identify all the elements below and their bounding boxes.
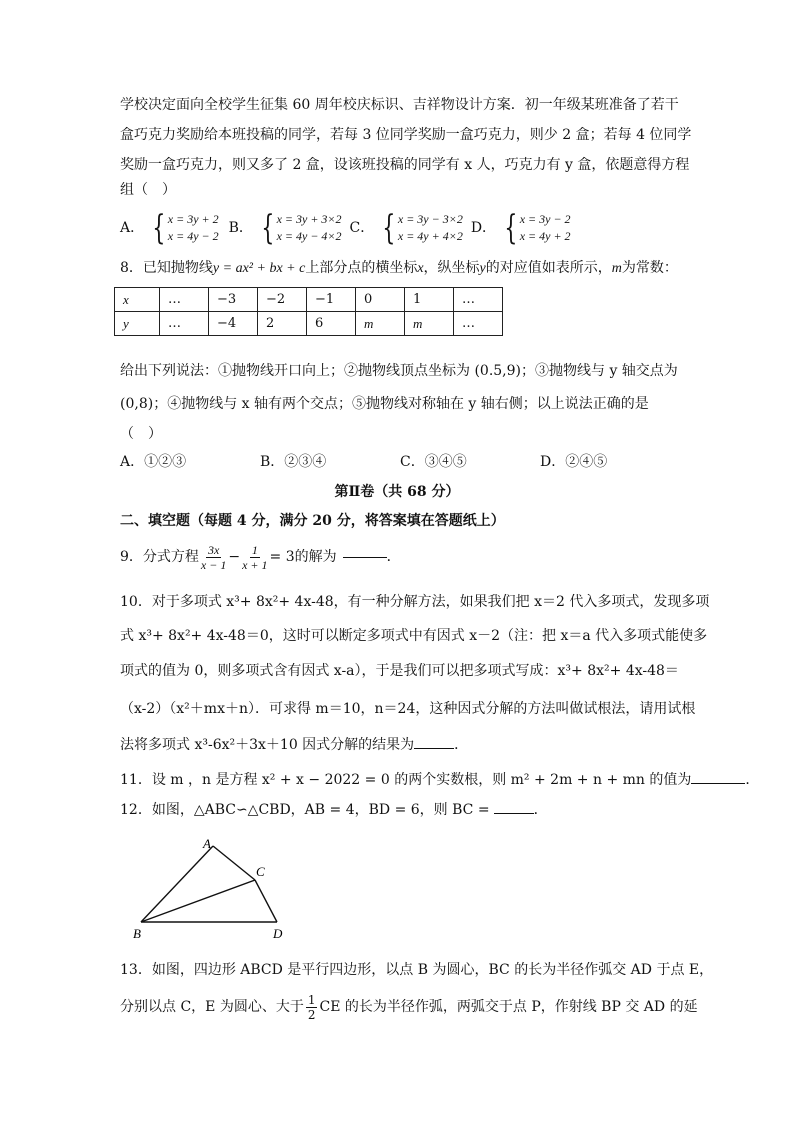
q7-line-2: 盒巧克力奖励给本班投稿的同学，若每 3 位同学奖励一盒巧克力，则少 2 盒；若每 4 位同学 xyxy=(120,127,692,143)
q9: 9．分式方程 $\frac{3x}{x - 1}$ − $\frac{1}{x + 1}$ = 3的解为 ． xyxy=(120,542,401,572)
q10-line-1: 10．对于多项式 x³+ 8x²+ 4x-48，有一种分解方法，如果我们把 x＝2 代入多项式，发现多项 xyxy=(120,594,710,610)
q10-line-4: （x-2）（x²＋mx＋n）．可求得 m＝10，n＝24，这种因式分解的方法叫做试根法，请用试根 xyxy=(120,701,696,717)
q13-line-1: 13．如图，四边形 ABCD 是平行四边形，以点 B 为圆心，BC 的长为半径作弧交 AD 于点 E， xyxy=(120,962,714,978)
q8-option-a[interactable]: A．①②③ xyxy=(120,454,187,470)
q7-line-3: 奖励一盒巧克力，则又多了 2 盒，设该班投稿的同学有 x 人，巧克力有 y 盒，依题意得方程 xyxy=(120,157,690,173)
segment-cd xyxy=(255,880,277,922)
fraction: $\frac{1}{2}$ xyxy=(307,992,316,1022)
table-cell: m xyxy=(405,312,454,336)
table-cell: y xyxy=(115,312,160,336)
q7-option-c[interactable]: C． { x = 3y − 3×2 x = 4y + 4×2 xyxy=(349,208,463,248)
q11: 11．设 m ，n 是方程 x² + x − 2022 = 0 的两个实数根，则 m² + 2m + n + mn 的值为 ． xyxy=(120,772,760,788)
q8-options xyxy=(120,452,680,472)
table-cell: 1 xyxy=(405,288,454,312)
equation-system: { x = 3y + 2 x = 4y − 2 xyxy=(152,208,219,248)
answer-blank[interactable] xyxy=(343,557,387,558)
segment-ab xyxy=(141,846,213,922)
point-label-c: C xyxy=(256,864,265,879)
point-label-b: B xyxy=(133,926,141,941)
q10-line-5: 法将多项式 x³-6x²＋3x＋10 因式分解的结果为 ． xyxy=(120,737,469,753)
point-label-a: A xyxy=(203,836,211,851)
answer-blank[interactable] xyxy=(691,783,745,784)
table-cell: −2 xyxy=(258,288,307,312)
segment-bc xyxy=(141,880,255,922)
q7-options xyxy=(120,208,575,248)
section-heading: 二、填空题（每题 4 分，满分 20 分，将答案填在答题纸上） xyxy=(120,513,505,529)
q8-stem: 8．已知抛物线y = ax² + bx + c上部分点的横坐标x，纵坐标y的对应值如表所示，m为常数： xyxy=(120,260,678,276)
q7-line-4: 组（ ） xyxy=(120,182,176,198)
equation-system: { x = 3y + 3×2 x = 4y − 4×2 xyxy=(261,208,342,248)
fraction: $\frac{1}{x + 1}$ xyxy=(242,542,268,572)
table-cell: 2 xyxy=(258,312,307,336)
table-cell: … xyxy=(160,312,209,336)
q8-option-b[interactable]: B．②③④ xyxy=(260,454,327,470)
equation-system: { x = 3y − 2 x = 4y + 2 xyxy=(504,208,571,248)
table-cell: 6 xyxy=(307,312,356,336)
q8-value-table xyxy=(114,287,503,336)
table-cell: 0 xyxy=(356,288,405,312)
triangle-figure xyxy=(125,830,295,945)
table-cell: −1 xyxy=(307,288,356,312)
q10-line-2: 式 x³+ 8x²+ 4x-48＝0，这时可以断定多项式中有因式 x－2（注：把 x＝a 代入多项式能使多 xyxy=(120,628,708,644)
q8-statements-3: （ ） xyxy=(120,426,162,442)
table-cell: … xyxy=(160,288,209,312)
fraction: $\frac{3x}{x - 1}$ xyxy=(200,542,227,572)
equation-system: { x = 3y − 3×2 x = 4y + 4×2 xyxy=(382,208,463,248)
q13-line-2: 分别以点 C，E 为圆心、大于 $\frac{1}{2}$ CE 的长为半径作弧，两弧交于点 P，作射线 BP 交 AD 的延 xyxy=(120,992,698,1022)
answer-blank[interactable] xyxy=(494,813,534,814)
q8-statements-2: (0,8)；④抛物线与 x 轴有两个交点；⑤抛物线对称轴在 y 轴右侧；以上说法正确的是 xyxy=(120,396,649,412)
table-cell: … xyxy=(454,312,503,336)
segment-ac xyxy=(213,846,255,880)
q8-option-d[interactable]: D．②④⑤ xyxy=(540,454,608,470)
point-label-d: D xyxy=(273,926,283,941)
q7-line-1: 学校决定面向全校学生征集 60 周年校庆标识、吉祥物设计方案．初一年级某班准备了若干 xyxy=(120,97,679,113)
table-cell: m xyxy=(356,312,405,336)
answer-blank[interactable] xyxy=(414,748,454,749)
table-cell: −3 xyxy=(209,288,258,312)
table-row xyxy=(115,312,503,336)
table-cell: … xyxy=(454,288,503,312)
q8-statements-1: 给出下列说法：①抛物线开口向上；②抛物线顶点坐标为 (0.5,9)；③抛物线与 y 轴交点为 xyxy=(120,363,678,379)
q7-option-b[interactable]: B． { x = 3y + 3×2 x = 4y − 4×2 xyxy=(228,208,342,248)
table-cell: x xyxy=(115,288,160,312)
table-row xyxy=(115,288,503,312)
q8-option-c[interactable]: C．③④⑤ xyxy=(400,454,467,470)
q7-option-a[interactable]: A． { x = 3y + 2 x = 4y − 2 xyxy=(120,208,219,248)
q12: 12．如图，△ABC∽△CBD，AB = 4，BD = 6，则 BC = ． xyxy=(120,802,548,818)
section-title: 第Ⅱ卷（共 68 分） xyxy=(334,484,460,500)
q10-line-3: 项式的值为 0，则多项式含有因式 x-a），于是我们可以把多项式写成：x³+ 8x²+ 4x-48＝ xyxy=(120,663,679,679)
table-cell: −4 xyxy=(209,312,258,336)
q7-option-d[interactable]: D． { x = 3y − 2 x = 4y + 2 xyxy=(470,208,571,248)
